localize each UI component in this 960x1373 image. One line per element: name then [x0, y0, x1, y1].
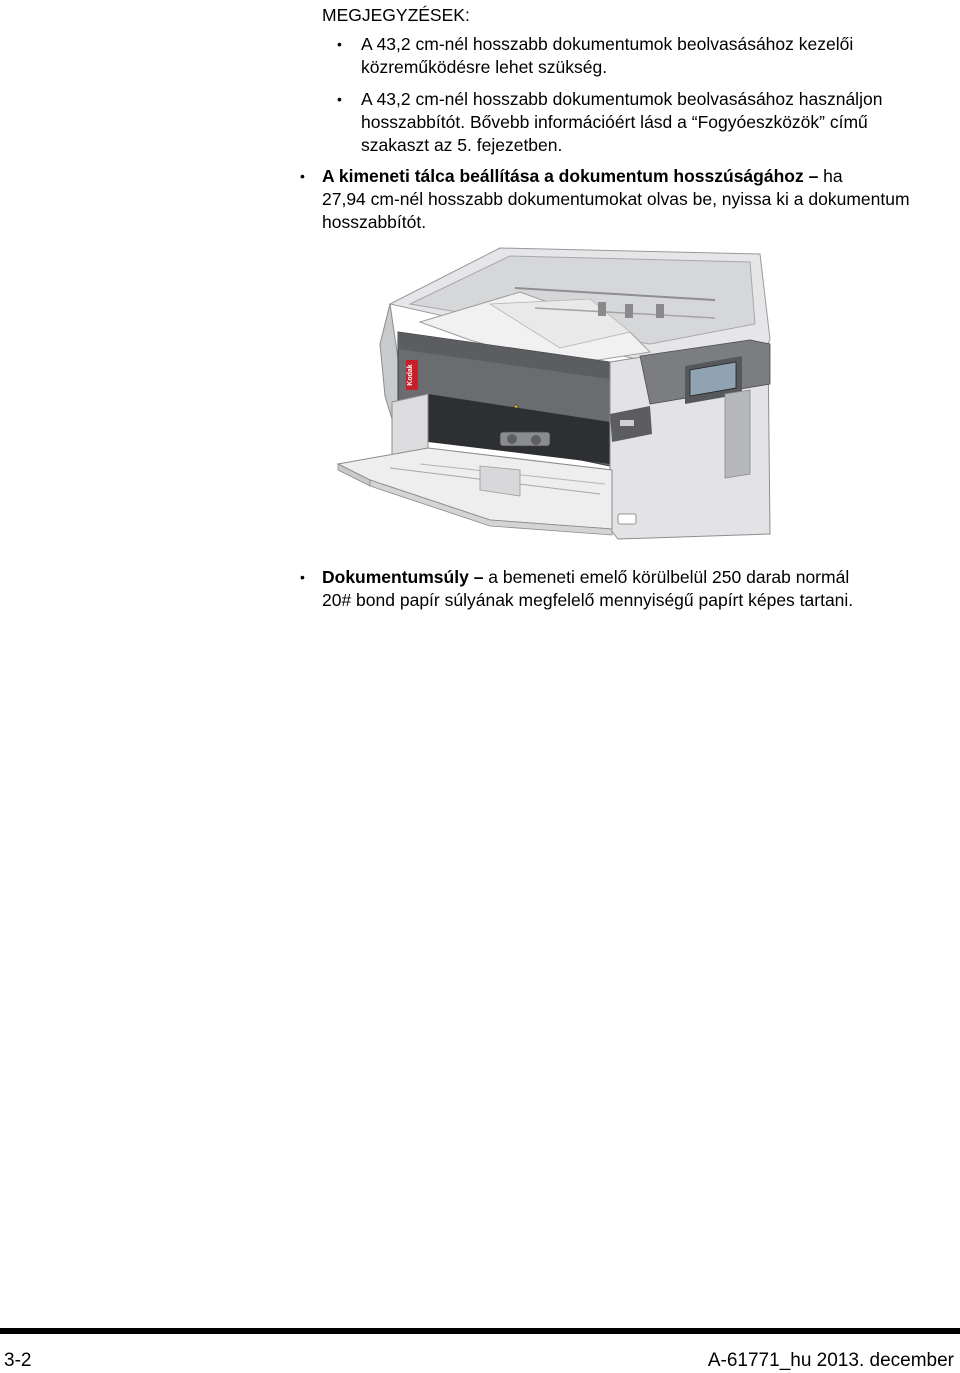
bullet-2-line-2: 20# bond papír súlyának megfelelő mennyiségű papírt képes tartani.	[322, 590, 854, 610]
note-1-line-1: A 43,2 cm-nél hosszabb dokumentumok beolvasásához kezelői	[361, 34, 854, 54]
bullet-1-line-1	[322, 165, 843, 187]
kodak-logo: Kodak	[407, 364, 414, 386]
note-bullet: •	[337, 91, 342, 107]
note-2-line-1: A 43,2 cm-nél hosszabb dokumentumok beolvasásához használjon	[361, 89, 883, 109]
bullet-1-rest: ha	[818, 166, 843, 186]
document-id: A-61771_hu 2013. december	[707, 1350, 954, 1371]
page-number: 3-2	[4, 1350, 32, 1371]
note-bullet: •	[337, 36, 342, 52]
footer-rule	[0, 1328, 960, 1334]
note-1-line-2: közreműködésre lehet szükség.	[361, 57, 608, 77]
list-bullet: •	[300, 168, 305, 184]
note-2-line-2: hosszabbítót. Bővebb információért lásd a “Fogyóeszközök” című	[361, 112, 868, 132]
bullet-2-line-1	[322, 566, 849, 588]
notes-heading: MEGJEGYZÉSEK:	[322, 5, 470, 25]
scanner-illustration	[330, 244, 775, 544]
bullet-1-line-3: hosszabbítót.	[322, 212, 427, 232]
bullet-2-bold: Dokumentumsúly –	[322, 567, 484, 587]
bullet-1-bold: A kimeneti tálca beállítása a dokumentum hosszúságához –	[322, 166, 819, 186]
list-bullet: •	[300, 569, 305, 585]
bullet-2-rest: a bemeneti emelő körülbelül 250 darab normál	[483, 567, 850, 587]
bullet-1-line-2: 27,94 cm-nél hosszabb dokumentumokat olvas be, nyissa ki a dokumentum	[322, 189, 910, 209]
note-2-line-3: szakaszt az 5. fejezetben.	[361, 135, 563, 155]
